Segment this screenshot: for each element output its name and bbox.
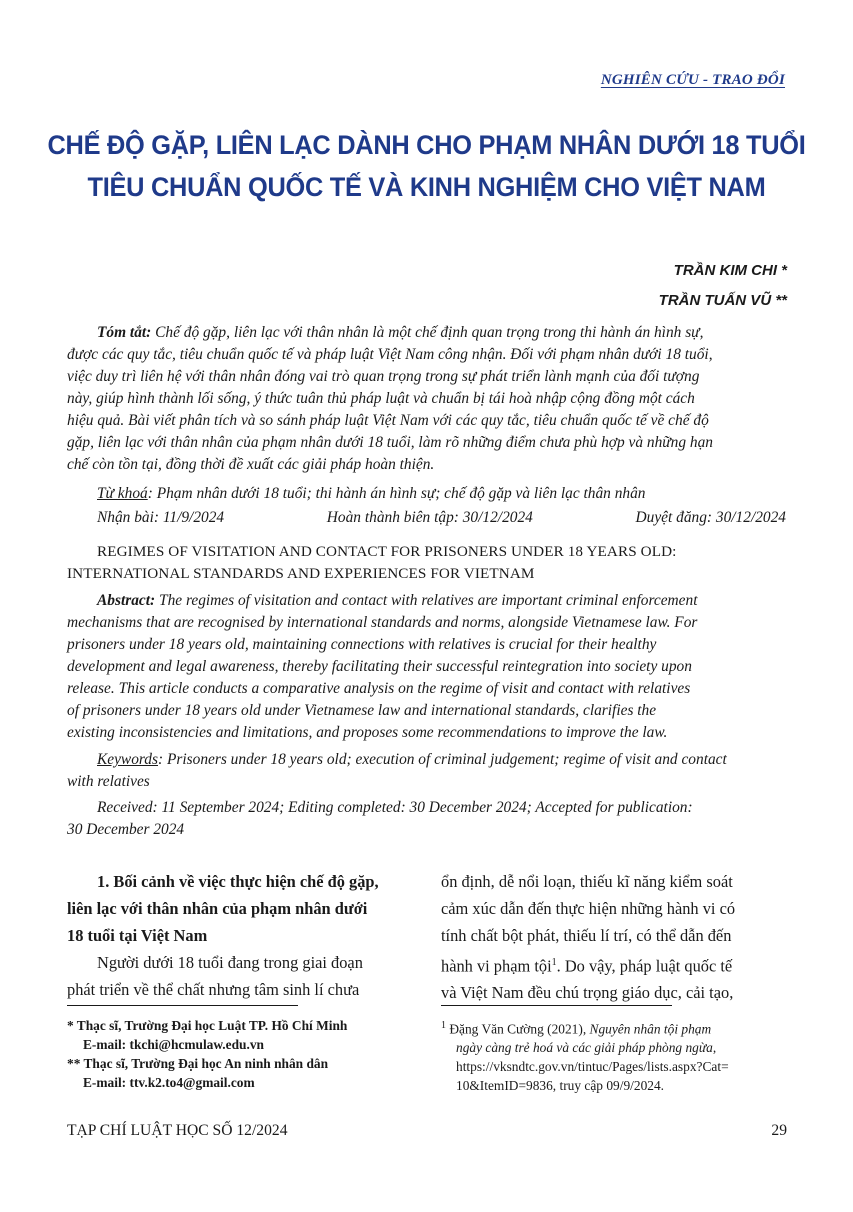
- keywords-en-line-2: with relatives: [67, 773, 150, 790]
- footnote-rule-left: [67, 1005, 298, 1006]
- summary-line: được các quy tắc, tiêu chuẩn quốc tế và pháp luật Việt Nam công nhận. Đối với phạm nhân dưới 18 tuổi,: [67, 346, 713, 363]
- abstract-label: Abstract:: [97, 592, 156, 609]
- body-line: hành vi phạm tội$^1$. Do vậy, pháp luật quốc tế: [441, 956, 733, 976]
- body-line: và Việt Nam đều chú trọng giáo dục, cải tạo,: [441, 983, 734, 1003]
- keywords-vi: [67, 483, 786, 505]
- summary-line: chế còn tồn tại, đồng thời đề xuất các giải pháp hoàn thiện.: [67, 456, 435, 473]
- title-line-2: TIÊU CHUẨN QUỐC TẾ VÀ KINH NGHIỆM CHO VIỆT NAM: [87, 172, 766, 202]
- abstract-line: release. This article conducts a comparative analysis on the regime of visit and contact with relatives: [67, 680, 691, 697]
- accepted-date: Duyệt đăng: 30/12/2024: [635, 509, 786, 526]
- english-title: [67, 541, 786, 585]
- reference-url[interactable]: https://vksndtc.gov.vn/tintuc/Pages/lists.aspx?Cat=: [456, 1059, 729, 1075]
- dates-en: [67, 797, 786, 841]
- author-footnotes: [67, 1016, 414, 1092]
- body-right-column: [441, 868, 788, 1006]
- abstract-line: existing inconsistencies and limitations, and proposes some recommendations to improve the law.: [67, 724, 668, 741]
- author-2-affiliation: ** Thạc sĩ, Trường Đại học An ninh nhân dân: [67, 1056, 329, 1071]
- abstract-line: development and legal awareness, thereby facilitating their successful reintegration into society upon: [67, 658, 692, 675]
- author-1-affiliation: * Thạc sĩ, Trường Đại học Luật TP. Hồ Chí Minh: [67, 1018, 348, 1033]
- journal-name: TẠP CHÍ LUẬT HỌC SỐ 12/2024: [67, 1122, 288, 1139]
- abstract-line: of prisoners under 18 years old under Vietnamese law and international standards, clarifies the: [67, 702, 657, 719]
- body-line: tính chất bột phát, thiếu lí trí, có thể dẫn đến: [441, 926, 732, 945]
- abstract-line: prisoners under 18 years old, maintaining connections with relatives is crucial for their healthy: [67, 636, 657, 653]
- section-heading-line: liên lạc với thân nhân của phạm nhân dưới: [67, 899, 368, 918]
- body-left-column: [67, 868, 414, 1003]
- author-1: TRẦN KIM CHI *: [673, 262, 787, 279]
- body-line: ổn định, dễ nổi loạn, thiếu kĩ năng kiểm soát: [441, 872, 733, 891]
- author-1-email: E-mail: tkchi@hcmulaw.edu.vn: [83, 1037, 264, 1052]
- summary-line: này, giúp hình thành lối sống, ý thức tuân thủ pháp luật và chuẩn bị tái hoà nhập cộng đồng một cách: [67, 390, 695, 407]
- article-title: [0, 124, 853, 208]
- keywords-text: : Phạm nhân dưới 18 tuổi; thi hành án hình sự; chế độ gặp và liên lạc thân nhân: [147, 485, 646, 502]
- abstract-line: The regimes of visitation and contact with relatives are important criminal enforcement: [159, 592, 698, 609]
- dates-en-line-2: 30 December 2024: [67, 821, 185, 838]
- dates-en-line-1: Received: 11 September 2024; Editing completed: 30 December 2024; Accepted for publication:: [97, 799, 693, 816]
- footnote-marker: 1: [441, 1020, 446, 1031]
- section-heading-line: 1. Bối cảnh về việc thực hiện chế độ gặp,: [97, 872, 379, 891]
- english-title-line-2: INTERNATIONAL STANDARDS AND EXPERIENCES FOR VIETNAM: [67, 565, 535, 582]
- cited-title: Nguyên nhân tội phạm: [589, 1021, 712, 1037]
- summary-label: Tóm tắt:: [97, 324, 152, 341]
- reference-url-cont: 10&ItemID=9836, truy cập 09/9/2024.: [456, 1078, 665, 1094]
- footnote-ref[interactable]: 1: [551, 957, 557, 968]
- body-line: phát triển về thể chất nhưng tâm sinh lí chưa: [67, 980, 360, 999]
- author-2: TRẦN TUẤN VŨ **: [658, 292, 787, 309]
- summary-line: việc duy trì liên hệ với thân nhân đóng vai trò quan trọng trong sự phát triển lành mạnh của đối tượng: [67, 368, 700, 385]
- keywords-en: [67, 749, 786, 793]
- edited-date: Hoàn thành biên tập: 30/12/2024: [326, 509, 533, 526]
- author-2-email: E-mail: ttv.k2.to4@gmail.com: [83, 1075, 255, 1090]
- page-footer: [67, 1122, 787, 1140]
- english-title-line-1: REGIMES OF VISITATION AND CONTACT FOR PRISONERS UNDER 18 YEARS OLD:: [97, 543, 677, 560]
- summary-line: hiệu quả. Bài viết phân tích và so sánh pháp luật Việt Nam với các quy tắc, tiêu chuẩn quốc tế về chế độ: [67, 412, 709, 429]
- abstract-en: [67, 590, 786, 744]
- summary-line: Chế độ gặp, liên lạc với thân nhân là một chế định quan trọng trong thi hành án hình sự,: [155, 324, 704, 341]
- authors: [659, 256, 787, 316]
- title-line-1: CHẾ ĐỘ GẶP, LIÊN LẠC DÀNH CHO PHẠM NHÂN DƯỚI 18 TUỔI: [47, 130, 806, 160]
- cited-title-cont: ngày càng trẻ hoá và các giải pháp phòng ngừa: [456, 1040, 713, 1056]
- body-line: cảm xúc dẫn đến thực hiện những hành vi có: [441, 899, 736, 918]
- summary-line: gặp, liên lạc với thân nhân của phạm nhân dưới 18 tuổi, làm rõ những điểm chưa phù hợp và những hạn: [67, 434, 714, 451]
- keywords-en-label: Keywords: [97, 751, 158, 768]
- section-label: NGHIÊN CỨU - TRAO ĐỔI: [600, 72, 785, 88]
- dates-vi: [97, 509, 786, 527]
- page-number: 29: [771, 1122, 787, 1139]
- abstract-line: mechanisms that are recognised by international standards and norms, alongside Vietnamese law. For: [67, 614, 698, 631]
- summary-vi: [67, 322, 786, 476]
- footnote-rule-right: [441, 1005, 672, 1006]
- keywords-label: Từ khoá: [97, 485, 148, 502]
- reference-footnote: $^1$ Đặng Văn Cường (2021), Nguyên nhân tội phạm ngày càng trẻ hoá và các giải pháp phòng ngừa, https://vksndtc.gov.vn/tintuc/Pages/lists.aspx?Cat= 10&ItemID=9836, truy cập 09/9/2024.: [441, 1016, 788, 1095]
- keywords-en-text: : Prisoners under 18 years old; execution of criminal judgement; regime of visit and contact: [158, 751, 727, 768]
- section-heading-line: 18 tuổi tại Việt Nam: [67, 926, 208, 945]
- body-line: Người dưới 18 tuổi đang trong giai đoạn: [97, 953, 363, 972]
- received-date: Nhận bài: 11/9/2024: [97, 509, 225, 526]
